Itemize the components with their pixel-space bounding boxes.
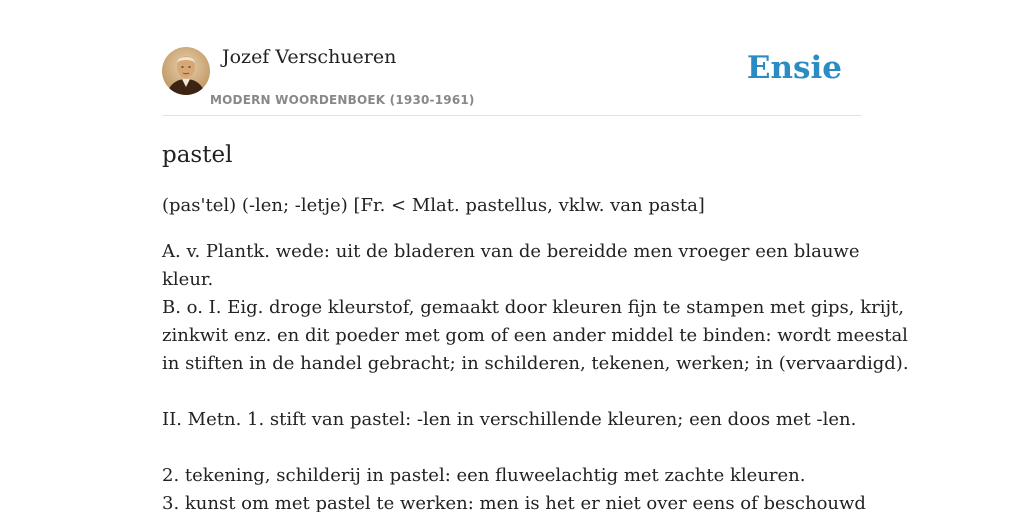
entry-etymology: (pas'tel) (-len; -letje) [Fr. < Mlat. pastellus, vklw. van pasta] bbox=[162, 195, 705, 216]
author-avatar[interactable] bbox=[162, 47, 210, 95]
entry-definition bbox=[162, 238, 909, 512]
ensie-logo-link[interactable]: Ensie bbox=[746, 50, 842, 86]
entry-title: pastel bbox=[162, 142, 233, 168]
definition-line: II. Metn. 1. stift van pastel: -len in verschillende kleuren; een doos met -len. bbox=[162, 409, 857, 430]
author-name[interactable]: Jozef Verschueren bbox=[222, 46, 397, 68]
definition-line: B. o. I. Eig. droge kleurstof, gemaakt door kleuren fijn te stampen met gips, krijt, bbox=[162, 297, 904, 318]
paragraph-break bbox=[162, 434, 866, 462]
paragraph-break bbox=[162, 378, 866, 406]
source-dictionary-label[interactable]: MODERN WOORDENBOEK (1930-1961) bbox=[210, 93, 475, 107]
definition-line: kleur. bbox=[162, 269, 214, 290]
page-header bbox=[162, 40, 862, 116]
definition-line: 3. kunst om met pastel te werken: men is het er niet over eens of beschouwd bbox=[162, 493, 866, 512]
dictionary-entry bbox=[162, 138, 909, 512]
definition-line: 2. tekening, schilderij in pastel: een fluweelachtig met zachte kleuren. bbox=[162, 465, 806, 486]
definition-line: zinkwit enz. en dit poeder met gom of een ander middel te binden: wordt meestal bbox=[162, 325, 908, 346]
definition-line: A. v. Plantk. wede: uit de bladeren van de bereidde men vroeger een blauwe bbox=[162, 241, 860, 262]
author-portrait-image bbox=[162, 47, 210, 95]
definition-line: in stiften in de handel gebracht; in schilderen, tekenen, werken; in (vervaardigd). bbox=[162, 353, 909, 374]
